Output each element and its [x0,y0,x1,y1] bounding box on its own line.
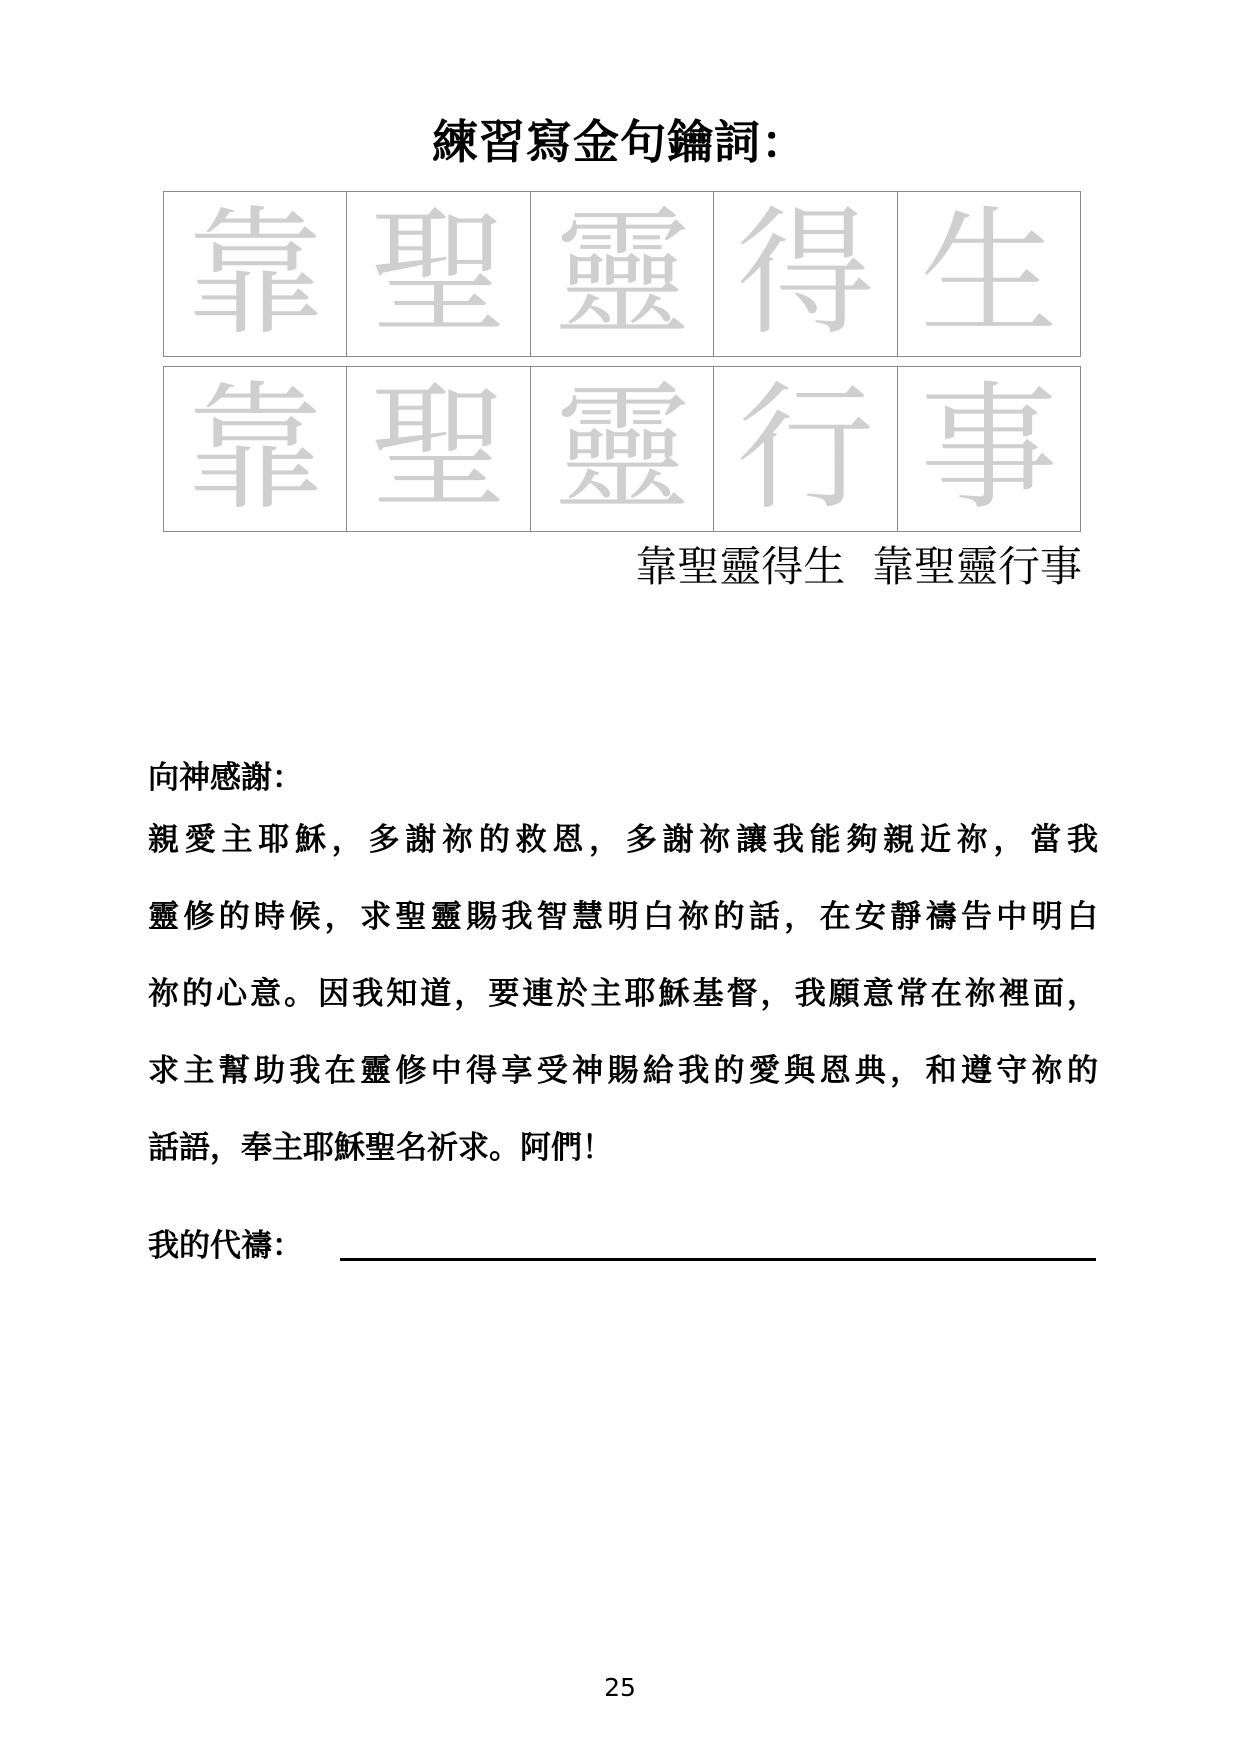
tracing-character-cell: 聖 [347,192,530,356]
tracing-character-cell: 行 [714,367,897,531]
key-verse-caption: 靠聖靈得生 靠聖靈行事 [635,542,1082,591]
tracing-character-cell: 靈 [531,192,714,356]
prayer-line: 靈修的時候，求聖靈賜我智慧明白祢的話，在安靜禱告中明白 [148,899,1098,935]
tracing-character-cell: 得 [714,192,897,356]
prayer-line: 求主幫助我在靈修中得享受神賜給我的愛與恩典，和遵守祢的 [148,1053,1098,1089]
tracing-character-cell: 聖 [347,367,530,531]
tracing-character-cell: 事 [919,368,1058,529]
prayer-line: 祢的心意。因我知道，要連於主耶穌基督，我願意常在祢裡面， [148,976,1098,1012]
intercession-write-line [340,1258,1096,1261]
intercession-label: 我的代禱： [148,1228,303,1264]
prayer-paragraph [148,820,1098,1205]
tracing-grid-row-2 [163,366,1081,532]
tracing-character-cell: 靈 [531,367,714,531]
tracing-character-cell: 靠 [164,192,347,356]
tracing-grid-row-1 [163,191,1081,357]
page-number: 25 [604,1673,636,1702]
page-title: 練習寫金句鑰詞： [432,115,808,169]
tracing-character-cell: 生 [919,193,1058,354]
prayer-line: 親愛主耶穌，多謝祢的救恩，多謝祢讓我能夠親近祢，當我 [148,822,1098,858]
prayer-line: 話語，奉主耶穌聖名祈求。阿們！ [148,1130,613,1166]
thanks-heading: 向神感謝： [148,760,303,796]
tracing-character-cell: 靠 [164,367,347,531]
